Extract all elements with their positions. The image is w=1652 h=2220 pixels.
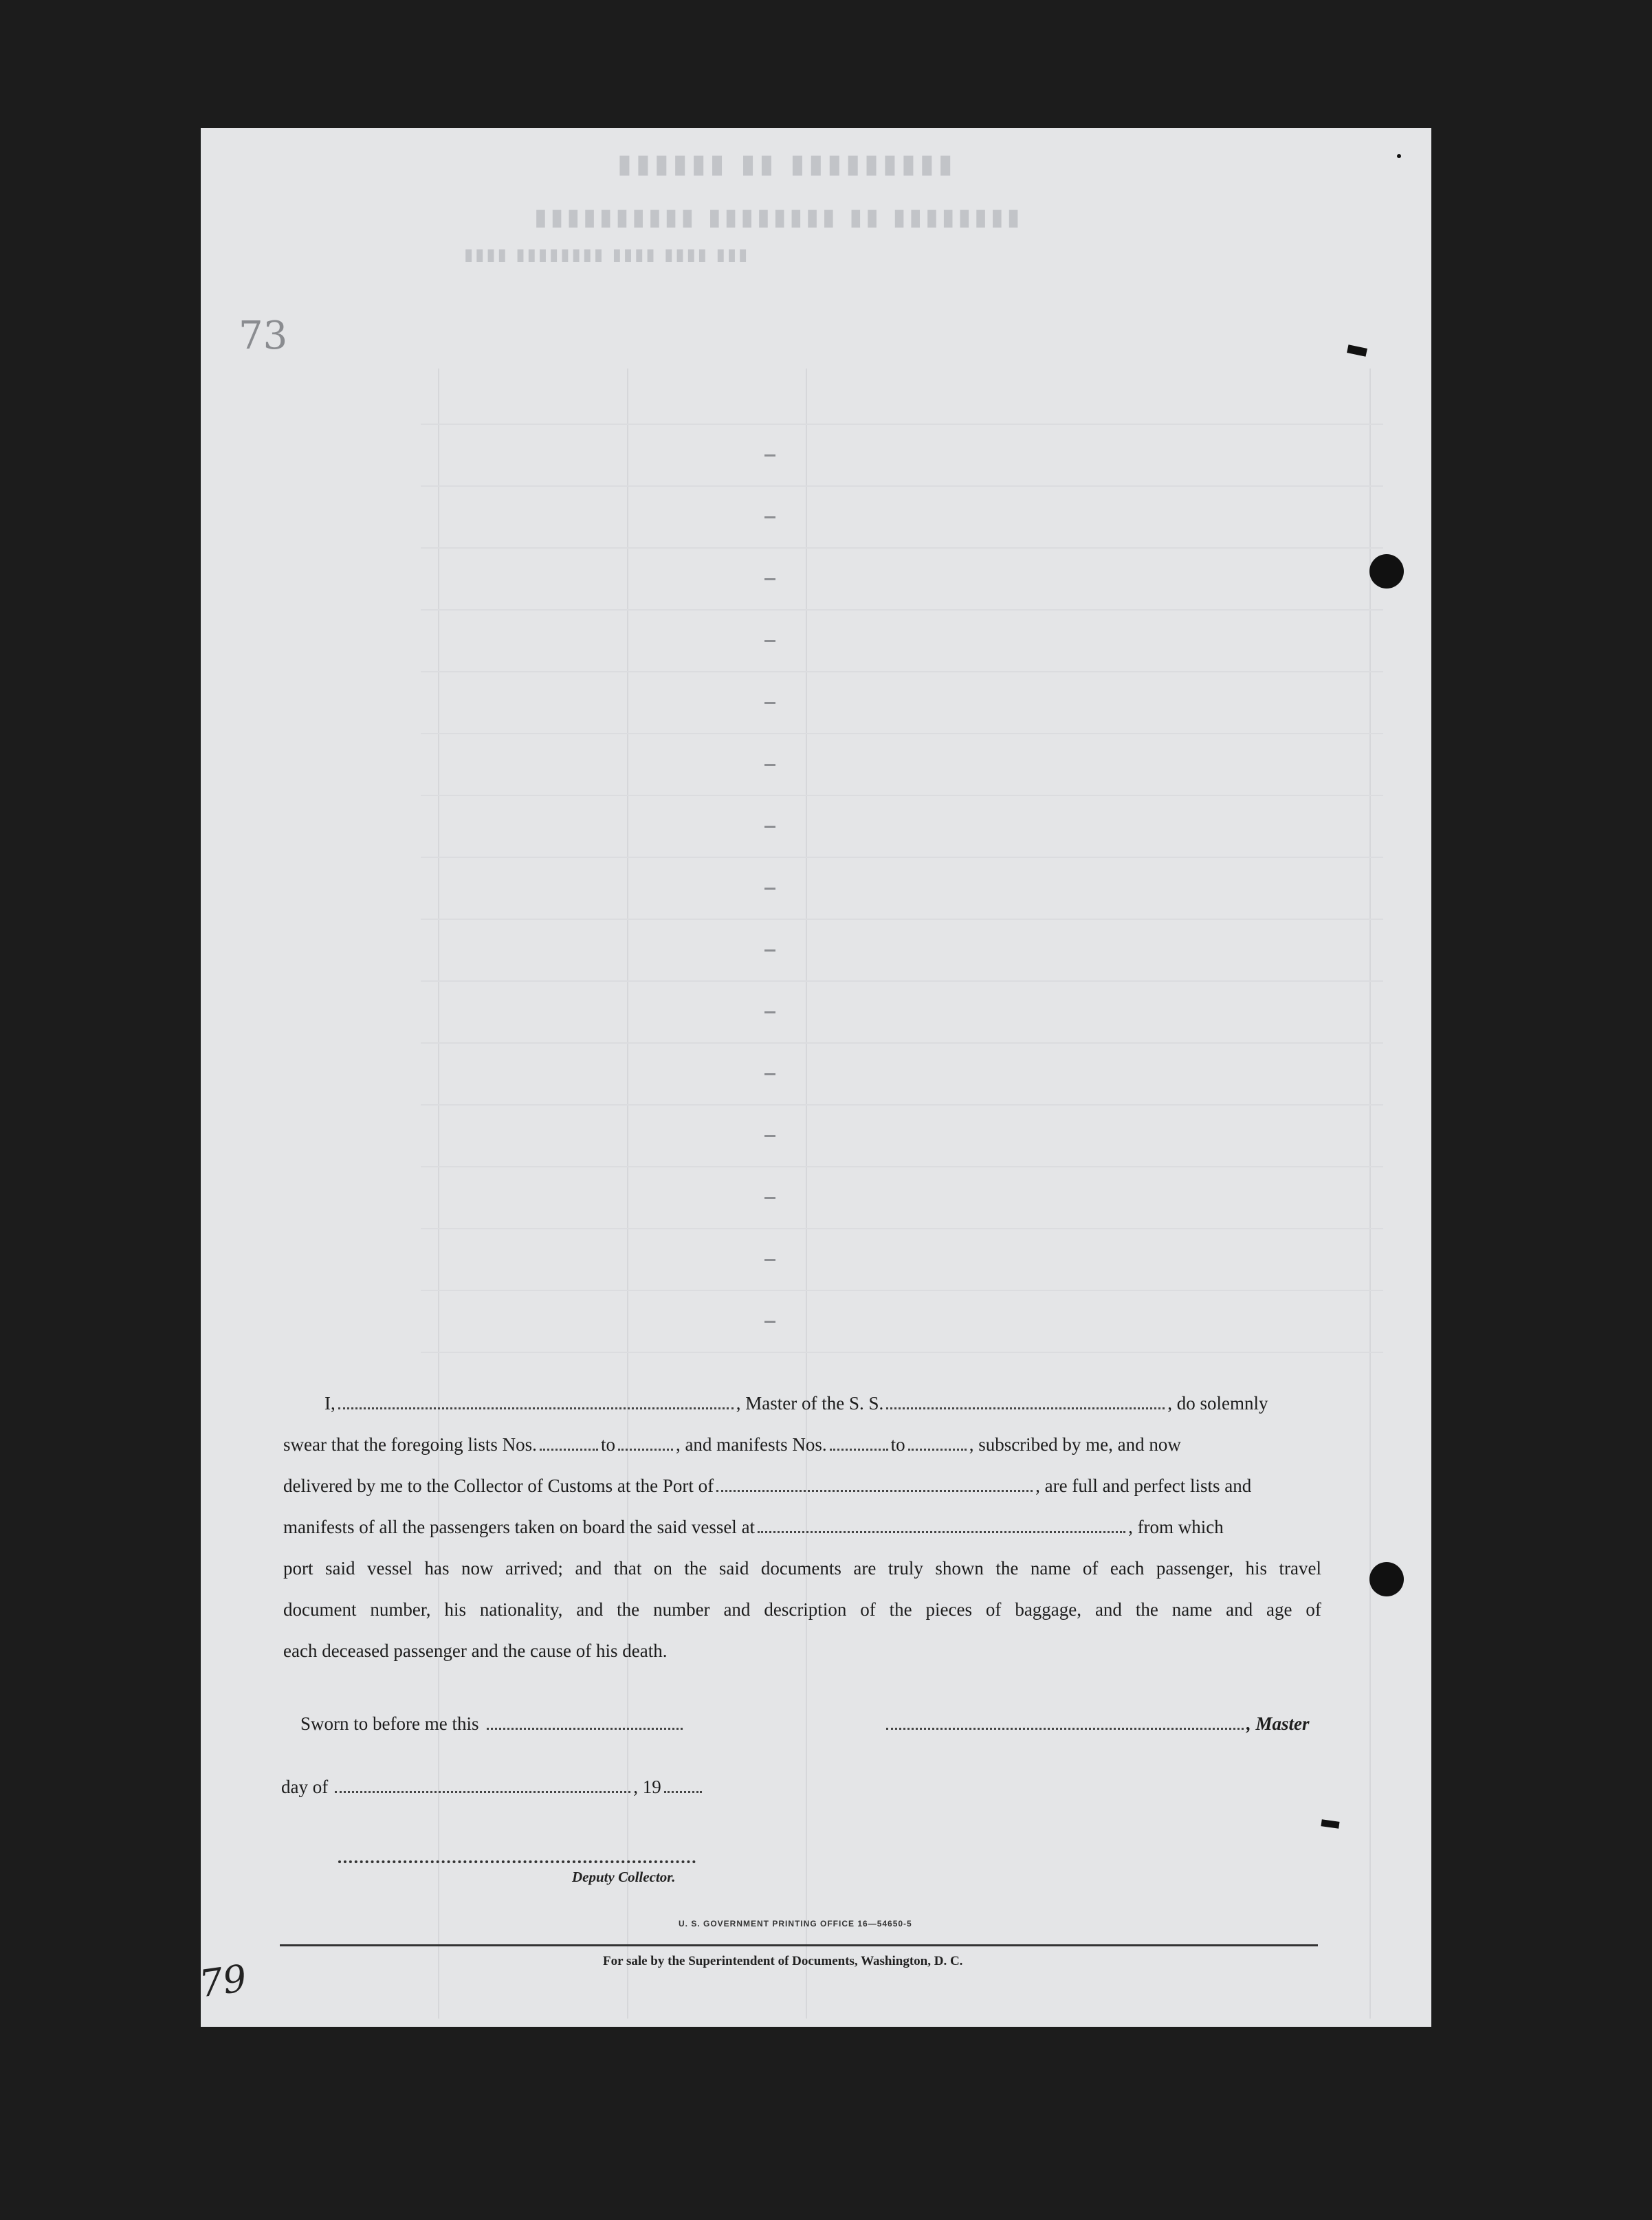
bleed-through-header-line: ▮▮▮ ▮▮▮▮ ▮▮▮▮ ▮▮▮▮▮▮▮▮ ▮▮▮▮ bbox=[462, 245, 748, 264]
oath-word: the bbox=[684, 1558, 707, 1579]
oath-word: description bbox=[764, 1599, 847, 1620]
oath-line-4 bbox=[283, 1517, 1321, 1544]
oath-word: and bbox=[723, 1599, 751, 1620]
oath-word: that bbox=[613, 1558, 642, 1579]
sworn-date-blank bbox=[487, 1718, 683, 1730]
oath-word: pieces bbox=[925, 1599, 973, 1620]
oath-word: are bbox=[853, 1558, 877, 1579]
bleed-grid-row bbox=[421, 733, 1383, 734]
bleed-grid-row bbox=[421, 795, 1383, 796]
oath-line-5 bbox=[283, 1558, 1321, 1585]
bleed-grid-row bbox=[421, 1104, 1383, 1106]
master-signature-line bbox=[883, 1713, 1310, 1735]
sale-notice: For sale by the Superintendent of Documents, Washington, D. C. bbox=[603, 1954, 963, 1968]
oath-text: , and manifests Nos. bbox=[675, 1434, 827, 1455]
oath-word: the bbox=[1135, 1599, 1158, 1620]
bleed-through-subtitle: ▮▮▮▮▮▮▮▮ ▮▮ ▮▮▮▮▮▮▮▮ ▮▮▮▮▮▮▮▮▮▮ bbox=[531, 204, 1020, 231]
bleed-grid-row bbox=[421, 919, 1383, 920]
oath-word: now bbox=[461, 1558, 494, 1579]
oath-text: , do solemnly bbox=[1167, 1393, 1268, 1414]
oath-word: documents bbox=[760, 1558, 841, 1579]
bleed-through-title: ▮▮▮▮▮▮▮▮▮ ▮▮ ▮▮▮▮▮▮ bbox=[613, 149, 953, 179]
sworn-line bbox=[300, 1713, 685, 1735]
scan-speck bbox=[1347, 344, 1367, 357]
deputy-signature-rule bbox=[338, 1860, 696, 1863]
oath-word: on bbox=[653, 1558, 672, 1579]
oath-text: , Master of the S. S. bbox=[736, 1393, 884, 1414]
day-of-label: day of bbox=[281, 1777, 329, 1797]
oath-line-2 bbox=[283, 1434, 1321, 1462]
oath-word: and bbox=[1226, 1599, 1253, 1620]
printing-office-imprint: U. S. GOVERNMENT PRINTING OFFICE 16—54650-5 bbox=[679, 1919, 912, 1928]
bleed-dash-mark bbox=[764, 702, 775, 704]
binder-hole bbox=[1369, 554, 1404, 589]
oath-word: shown bbox=[935, 1558, 984, 1579]
bleed-dash-mark bbox=[764, 1135, 775, 1137]
year-label: , 19 bbox=[633, 1777, 661, 1797]
oath-word: truly bbox=[888, 1558, 923, 1579]
oath-text: each deceased passenger and the cause of his death. bbox=[283, 1640, 668, 1661]
bleed-dash-mark bbox=[764, 826, 775, 828]
list-from-blank bbox=[540, 1439, 598, 1451]
oath-word: his bbox=[1245, 1558, 1267, 1579]
bleed-dash-mark bbox=[764, 888, 775, 890]
oath-text: manifests of all the passengers taken on board the said vessel at bbox=[283, 1517, 756, 1537]
bleed-dash-mark bbox=[764, 578, 775, 580]
sworn-label: Sworn to before me this bbox=[300, 1713, 479, 1734]
oath-text: swear that the foregoing lists Nos. bbox=[283, 1434, 537, 1455]
oath-word: arrived; bbox=[505, 1558, 563, 1579]
oath-word: nationality, bbox=[479, 1599, 563, 1620]
bleed-grid-row bbox=[421, 1166, 1383, 1167]
bleed-grid-row bbox=[421, 609, 1383, 611]
bleed-dash-mark bbox=[764, 949, 775, 952]
manifest-back-page bbox=[201, 128, 1431, 2027]
oath-word: port bbox=[283, 1558, 313, 1579]
year-blank bbox=[664, 1781, 702, 1793]
bleed-dash-mark bbox=[764, 764, 775, 766]
oath-word: of bbox=[985, 1599, 1002, 1620]
oath-word: passenger, bbox=[1156, 1558, 1233, 1579]
bleed-grid-row bbox=[421, 1352, 1383, 1353]
oath-line-7 bbox=[283, 1640, 1321, 1668]
oath-word: has bbox=[424, 1558, 450, 1579]
oath-line-3 bbox=[283, 1475, 1321, 1503]
bleed-grid-line bbox=[806, 369, 807, 2019]
oath-word: and bbox=[576, 1599, 604, 1620]
oath-word: document bbox=[283, 1599, 357, 1620]
bleed-dash-mark bbox=[764, 1197, 775, 1199]
scan-speck bbox=[1397, 154, 1401, 158]
oath-line-6 bbox=[283, 1599, 1321, 1627]
ship-name-blank bbox=[886, 1398, 1165, 1409]
bleed-grid-row bbox=[421, 547, 1383, 549]
bleed-dash-mark bbox=[764, 1321, 775, 1323]
departure-port-blank bbox=[758, 1521, 1125, 1533]
bleed-grid-row bbox=[421, 857, 1383, 858]
oath-word: of bbox=[1306, 1599, 1321, 1620]
deputy-collector-label: Deputy Collector. bbox=[572, 1869, 676, 1885]
oath-word: age bbox=[1266, 1599, 1292, 1620]
oath-word: the bbox=[889, 1599, 912, 1620]
oath-word: of bbox=[1082, 1558, 1099, 1579]
bleed-through-page-number: 73 bbox=[239, 314, 288, 358]
bleed-grid-row bbox=[421, 424, 1383, 425]
bleed-dash-mark bbox=[764, 516, 775, 518]
bleed-dash-mark bbox=[764, 640, 775, 642]
oath-word: said bbox=[325, 1558, 355, 1579]
oath-word: his bbox=[444, 1599, 466, 1620]
oath-word: said bbox=[718, 1558, 749, 1579]
oath-text-justified bbox=[283, 1558, 1321, 1579]
bleed-grid-row bbox=[421, 671, 1383, 672]
oath-word: name bbox=[1030, 1558, 1071, 1579]
oath-word: each bbox=[1110, 1558, 1145, 1579]
bleed-dash-mark bbox=[764, 454, 775, 457]
oath-text: , subscribed by me, and now bbox=[969, 1434, 1181, 1455]
oath-text: , from which bbox=[1128, 1517, 1224, 1537]
bleed-grid-line bbox=[627, 369, 628, 2019]
footer-rule bbox=[280, 1944, 1318, 1946]
master-signature-blank bbox=[886, 1718, 1244, 1730]
binder-hole bbox=[1369, 1562, 1404, 1596]
oath-word: travel bbox=[1279, 1558, 1321, 1579]
oath-word: vessel bbox=[367, 1558, 412, 1579]
bleed-dash-mark bbox=[764, 1011, 775, 1013]
bleed-grid-line bbox=[438, 369, 439, 2019]
oath-line-1 bbox=[283, 1393, 1321, 1420]
oath-word: number, bbox=[370, 1599, 431, 1620]
oath-word: and bbox=[1094, 1599, 1122, 1620]
oath-text: to bbox=[890, 1434, 905, 1455]
bleed-grid-row bbox=[421, 1290, 1383, 1291]
oath-word: the bbox=[617, 1599, 640, 1620]
oath-text: I, bbox=[324, 1393, 335, 1414]
bleed-dash-mark bbox=[764, 1259, 775, 1261]
oath-word: the bbox=[995, 1558, 1019, 1579]
scan-speck bbox=[1321, 1819, 1339, 1829]
oath-word: name bbox=[1171, 1599, 1213, 1620]
oath-text-justified bbox=[283, 1599, 1321, 1620]
manifest-to-blank bbox=[908, 1439, 967, 1451]
bleed-grid-row bbox=[421, 485, 1383, 487]
oath-word: of bbox=[860, 1599, 876, 1620]
bleed-dash-mark bbox=[764, 1073, 775, 1075]
oath-word: baggage, bbox=[1015, 1599, 1082, 1620]
oath-text: to bbox=[600, 1434, 615, 1455]
handwritten-margin-number: 79 bbox=[196, 1956, 250, 2006]
oath-text: , are full and perfect lists and bbox=[1035, 1475, 1252, 1496]
master-label: , Master bbox=[1246, 1713, 1310, 1734]
month-blank bbox=[335, 1781, 630, 1793]
oath-word: number bbox=[653, 1599, 710, 1620]
bleed-grid-row bbox=[421, 980, 1383, 982]
list-to-blank bbox=[618, 1439, 673, 1451]
bleed-grid-row bbox=[421, 1228, 1383, 1229]
day-of-line bbox=[281, 1777, 705, 1798]
oath-text: delivered by me to the Collector of Customs at the Port of bbox=[283, 1475, 714, 1496]
port-blank bbox=[716, 1480, 1033, 1492]
master-name-blank bbox=[338, 1398, 734, 1409]
bleed-grid-line bbox=[1369, 369, 1371, 2019]
manifest-from-blank bbox=[830, 1439, 888, 1451]
bleed-grid-row bbox=[421, 1042, 1383, 1044]
oath-word: and bbox=[575, 1558, 602, 1579]
